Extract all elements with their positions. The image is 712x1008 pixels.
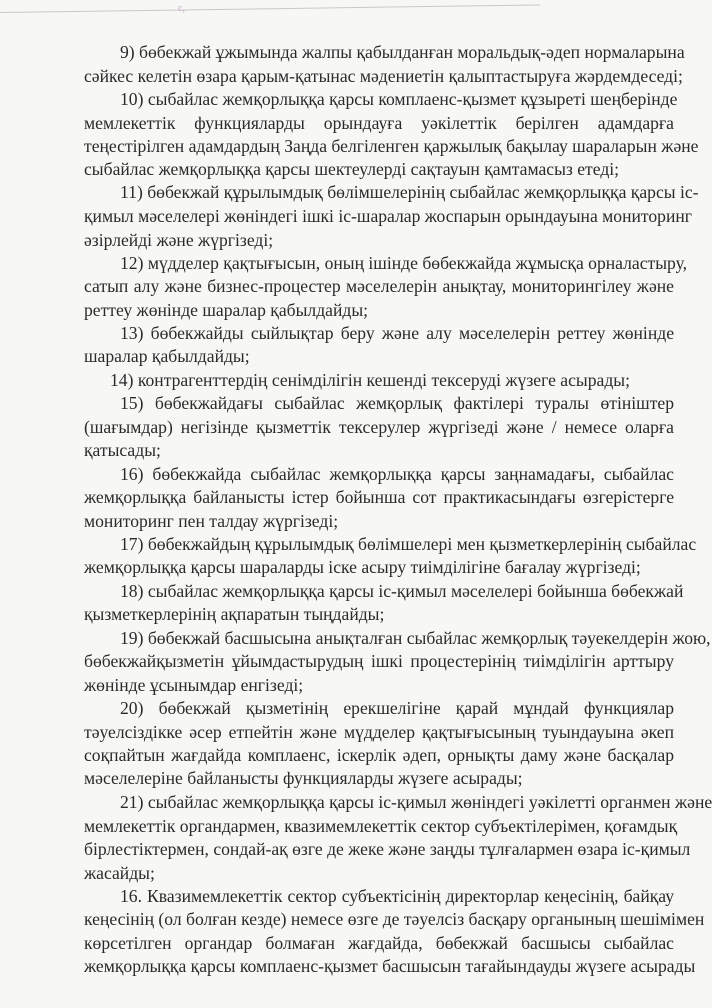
text-line: реттеу жөнінде шаралар қабылдайды; bbox=[84, 300, 369, 320]
text-line: жемқорлыққа қарсы комплаенс-қызмет басшысын тағайындауды жүзеге асырады bbox=[84, 956, 696, 976]
text-line: әзірлейді және жүргізеді; bbox=[84, 230, 274, 250]
text-line: 20) бөбекжай қызметінің ерекшелігіне қарай мұндай функциялар bbox=[120, 698, 674, 718]
text-line: бірлестіктермен, сондай-ақ өзге де жеке және заңды тұлғалармен өзара іс-қимыл bbox=[84, 839, 691, 859]
text-line: жемқорлыққа қарсы шараларды іске асыру тиімділігіне бағалау жүргізеді; bbox=[84, 557, 641, 577]
corner-mark: c, bbox=[178, 3, 185, 14]
text-line: сатып алу және бизнес-процестер мәселелерін анықтау, мониторингілеу және bbox=[84, 276, 674, 296]
text-line: шаралар қабылдайды; bbox=[84, 346, 250, 366]
text-line: мемлекеттік функцияларды орындауға уәкілеттік берілген адамдарға bbox=[84, 113, 674, 133]
text-line: 10) сыбайлас жемқорлыққа қарсы комплаенс-қызмет құзыреті шеңберінде bbox=[120, 89, 678, 109]
text-line: тәуелсіздікке әсер етпейтін және мүдделер қақтығысының туындауына әкеп bbox=[84, 722, 674, 742]
text-line: бөбекжайқызметін ұйымдастырудың ішкі процестерінің тиімділігін арттыру bbox=[84, 651, 674, 671]
text-line: сыбайлас жемқорлыққа қарсы шектеулерді сақтауын қамтамасыз етеді; bbox=[84, 159, 620, 179]
text-line: 13) бөбекжайды сыйлықтар беру және алу мәселелерін реттеу жөнінде bbox=[120, 323, 674, 343]
text-line: соқпайтын жағдайда комплаенс, іскерлік әдеп, орнықты даму және басқалар bbox=[84, 745, 674, 765]
text-line: 15) бөбекжайдағы сыбайлас жемқорлық фактілері туралы өтініштер bbox=[120, 393, 674, 413]
text-line: 18) сыбайлас жемқорлыққа қарсы іс-қимыл мәселелері бойынша бөбекжай bbox=[120, 581, 684, 601]
text-line: 14) контрагенттердің сенімділігін кешенді тексеруді жүзеге асырады; bbox=[110, 370, 631, 390]
text-line: 11) бөбекжай құрылымдық бөлімшелерінің сыбайлас жемқорлыққа қарсы іс- bbox=[120, 182, 699, 202]
text-line: 16. Квазимемлекеттік сектор субъектісінің директорлар кеңесінің, байқау bbox=[120, 886, 674, 906]
text-line: қатысады; bbox=[84, 440, 161, 460]
text-line: (шағымдар) негізінде қызметтік тексерулер жүргізеді және / немесе оларға bbox=[84, 417, 674, 437]
text-line: 16) бөбекжайда сыбайлас жемқорлыққа қарсы заңнамадағы, сыбайлас bbox=[120, 464, 674, 484]
text-line: қызметкерлерінің ақпаратын тыңдайды; bbox=[84, 604, 385, 624]
text-line: 19) бөбекжай басшысына анықталған сыбайлас жемқорлық тәуекелдерін жою, bbox=[120, 628, 711, 648]
text-line: жасайды; bbox=[84, 863, 155, 883]
text-line: мәселелеріне байланысты функцияларды жүзеге асырады; bbox=[84, 768, 523, 788]
text-line: жөнінде ұсынымдар енгізеді; bbox=[84, 675, 304, 695]
text-line: 21) сыбайлас жемқорлыққа қарсы іс-қимыл жөніндегі уәкілетті органмен және bbox=[120, 792, 712, 812]
text-line: мониторинг пен талдау жүргізеді; bbox=[84, 511, 339, 531]
text-line: көрсетілген органдар болмаған жағдайда, бөбекжай басшысы сыбайлас bbox=[84, 933, 674, 953]
scan-edge-line bbox=[0, 4, 540, 13]
text-line: 9) бөбекжай ұжымында жалпы қабылданған моральдық-әдеп нормаларына bbox=[120, 42, 685, 62]
text-line: сәйкес келетін өзара қарым-қатынас мәдениетін қалыптастыруға жәрдемдеседі; bbox=[84, 66, 683, 86]
text-line: мемлекеттік органдармен, квазимемлекеттік сектор субъектілерімен, қоғамдық bbox=[84, 816, 678, 836]
text-line: теңестірілген адамдардың Заңда белгіленген қаржылық бақылау шараларын және bbox=[84, 136, 699, 156]
text-line: жемқорлыққа байланысты істер бойынша сот практикасындағы өзгерістерге bbox=[84, 487, 674, 507]
text-line: қимыл мәселелері жөніндегі ішкі іс-шаралар жоспарын орындауына мониторинг bbox=[84, 206, 693, 226]
text-line: 17) бөбекжайдың құрылымдық бөлімшелері мен қызметкерлерінің сыбайлас bbox=[120, 534, 697, 554]
text-line: 12) мүдделер қақтығысын, оның ішінде бөбекжайда жұмысқа орналастыру, bbox=[120, 253, 688, 273]
text-line: кеңесінің (ол болған кезде) немесе өзге де тәуелсіз басқару органының шешімімен bbox=[84, 909, 705, 929]
